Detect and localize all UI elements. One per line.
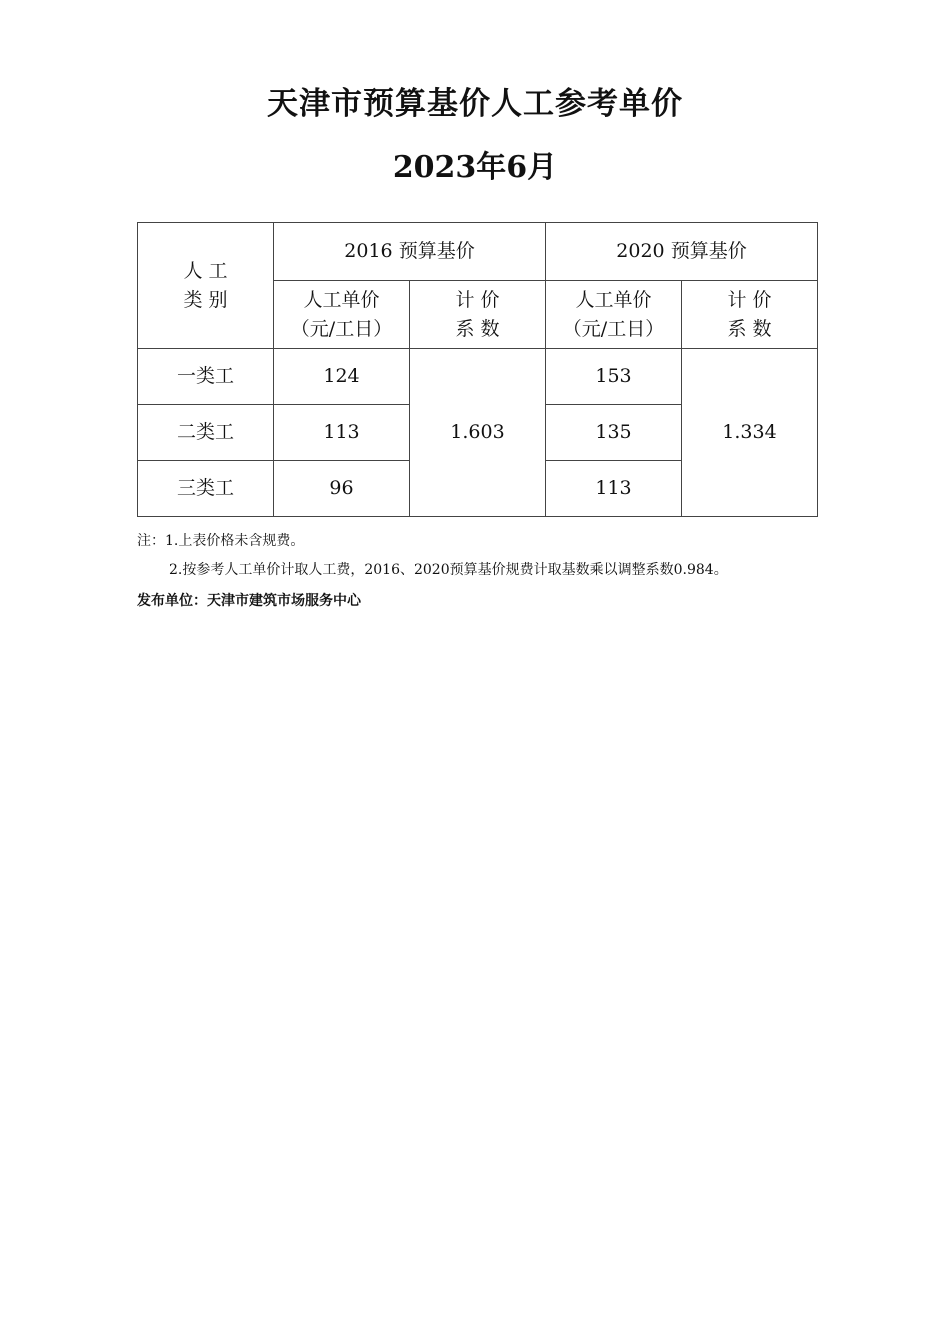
category-header-line2: 类 别 bbox=[183, 288, 228, 311]
coefficient-header-2020 bbox=[682, 281, 818, 349]
price-2020-cell: 135 bbox=[546, 405, 682, 461]
coefficient-label-line2: 系 数 bbox=[727, 317, 772, 340]
unit-price-header-2020 bbox=[546, 281, 682, 349]
unit-price-unit: （元/工日） bbox=[562, 317, 665, 340]
unit-price-header-2016 bbox=[274, 281, 410, 349]
unit-price-unit: （元/工日） bbox=[290, 317, 393, 340]
group-2020-header: 2020 预算基价 bbox=[546, 223, 818, 281]
price-2016-cell: 124 bbox=[274, 349, 410, 405]
document-title: 天津市预算基价人工参考单价 bbox=[267, 86, 683, 122]
labor-price-table bbox=[137, 222, 818, 517]
coefficient-2020-cell: 1.334 bbox=[682, 349, 818, 517]
notes bbox=[137, 531, 837, 580]
unit-price-label: 人工单价 bbox=[575, 288, 652, 311]
category-header bbox=[138, 223, 274, 349]
unit-price-label: 人工单价 bbox=[303, 288, 380, 311]
category-cell: 一类工 bbox=[138, 349, 274, 405]
table-row bbox=[138, 349, 818, 405]
document-subtitle: 2023年6月 bbox=[392, 150, 558, 185]
category-cell: 二类工 bbox=[138, 405, 274, 461]
price-2016-cell: 113 bbox=[274, 405, 410, 461]
price-2016-cell: 96 bbox=[274, 461, 410, 517]
category-cell: 三类工 bbox=[138, 461, 274, 517]
coefficient-2016-cell: 1.603 bbox=[410, 349, 546, 517]
publisher: 发布单位：天津市建筑市场服务中心 bbox=[137, 593, 361, 609]
note-1: 注：1.上表价格未含规费。 bbox=[137, 533, 305, 549]
coefficient-label-line2: 系 数 bbox=[455, 317, 500, 340]
table-header-row bbox=[138, 223, 818, 281]
coefficient-header-2016 bbox=[410, 281, 546, 349]
price-2020-cell: 113 bbox=[546, 461, 682, 517]
group-2016-header: 2016 预算基价 bbox=[274, 223, 546, 281]
coefficient-label-line1: 计 价 bbox=[727, 288, 772, 311]
category-header-line1: 人 工 bbox=[183, 259, 228, 282]
note-2: 2.按参考人工单价计取人工费，2016、2020预算基价规费计取基数乘以调整系数0.984。 bbox=[169, 562, 728, 578]
coefficient-label-line1: 计 价 bbox=[455, 288, 500, 311]
price-2020-cell: 153 bbox=[546, 349, 682, 405]
